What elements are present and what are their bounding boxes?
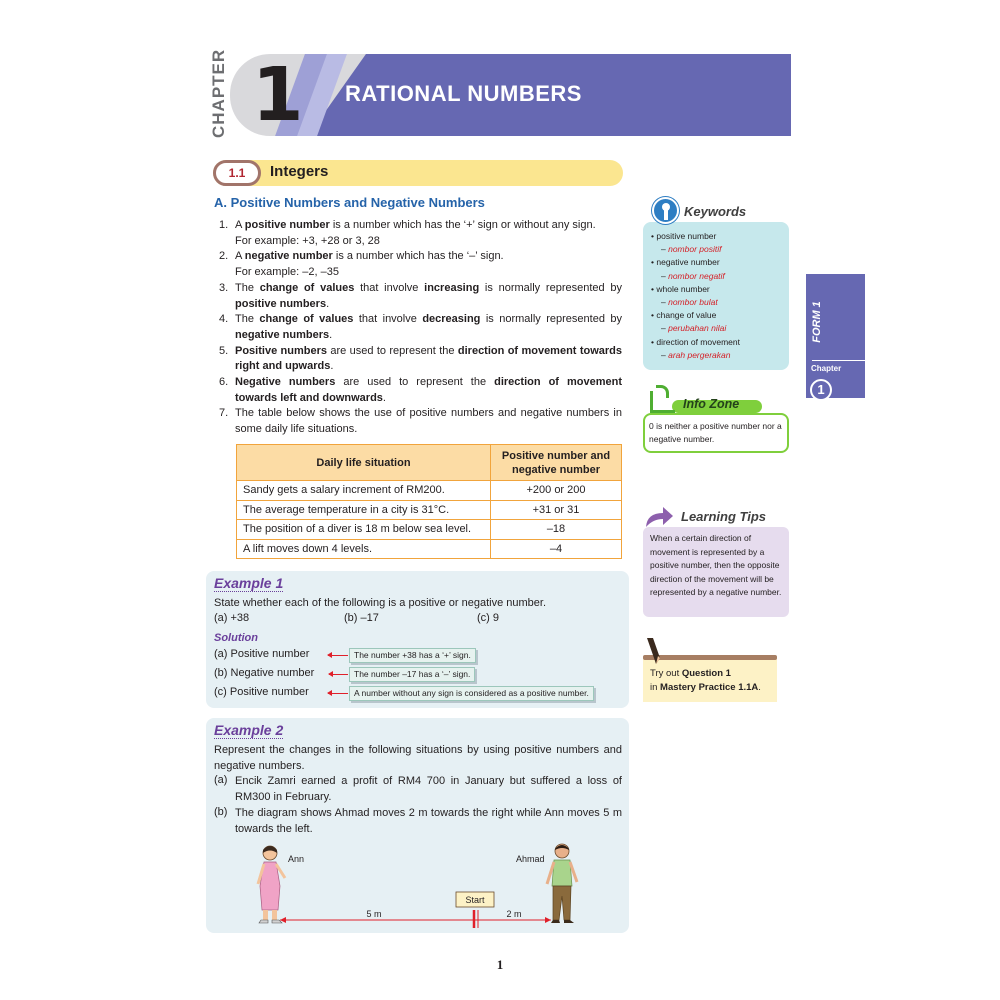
table-cell: +200 or 200	[491, 481, 622, 501]
table-cell: The average temperature in a city is 31°C.	[237, 500, 491, 520]
info-zone-title: Info Zone	[683, 397, 740, 411]
table-row	[237, 500, 622, 520]
try-out-text: Try out Question 1 in Mastery Practice 1.1A.	[650, 668, 761, 693]
example-1-part-c: (c) 9	[477, 612, 499, 624]
example-1-box	[206, 571, 629, 708]
explanation-note: The number –17 has a ‘–’ sign.	[349, 667, 475, 682]
section-number: 1.1	[213, 160, 261, 186]
arrow-icon	[328, 693, 348, 694]
answer-a: (a) Positive number	[214, 648, 310, 660]
start-label: Start	[465, 895, 485, 905]
right-distance-label: 2 m	[506, 909, 522, 919]
list-number: 6.	[219, 376, 229, 389]
list-text: The change of values that involve decreasing is normally represented by negative numbers.	[235, 313, 622, 341]
keywords-title: Keywords	[684, 204, 747, 219]
learning-tips-title: Learning Tips	[681, 509, 766, 524]
keyword-translation: – nombor bulat	[661, 297, 718, 308]
learning-tips-text: When a certain direction of movement is represented by a positive number, then the opposite direction of the movement will be represented by a negative number.	[650, 533, 782, 597]
list-item	[214, 344, 622, 375]
example-1-question: State whether each of the following is a positive or negative number.	[214, 597, 547, 609]
keyhole-icon	[652, 197, 679, 224]
table-row	[237, 539, 622, 559]
answer-b: (b) Negative number	[214, 667, 315, 679]
keyword-item: • change of value	[651, 310, 717, 321]
example-1-part-b: (b) –17	[344, 612, 379, 624]
form-label: FORM 1	[811, 301, 823, 343]
list-text: Positive numbers are used to represent the direction of movement towards right and upwards.	[235, 344, 622, 373]
ahmad-figure	[547, 844, 577, 923]
solution-heading: Solution	[214, 632, 258, 644]
explanation-note: The number +38 has a ‘+’ sign.	[349, 648, 476, 663]
arrow-icon	[328, 655, 348, 656]
table-header-row	[237, 445, 622, 481]
list-number: 3.	[219, 281, 229, 294]
list-text: A positive number is a number which has the ‘+’ sign or without any sign. For example: +3, +28 or 3, 28	[235, 219, 596, 247]
list-number: 4.	[219, 313, 229, 326]
ahmad-label: Ahmad	[516, 854, 545, 864]
chapter-number: 1	[252, 52, 304, 138]
pen-icon	[644, 636, 666, 666]
table-cell: The position of a diver is 18 m below sea level.	[237, 520, 491, 540]
keyword-item: • negative number	[651, 257, 720, 268]
keyword-item: • positive number	[651, 231, 717, 241]
list-text: Negative numbers are used to represent the direction of movement towards left and downwards.	[235, 376, 622, 404]
keyword-translation: – arah pergerakan	[661, 349, 731, 360]
numbered-list	[214, 218, 622, 438]
tab-chapter-label: Chapter	[811, 364, 842, 373]
list-text: The table below shows the use of positive numbers and negative numbers in some daily life situations.	[235, 407, 622, 436]
keyword-translation: – nombor negatif	[661, 270, 725, 281]
example-2-part-b-label: (b)	[214, 806, 228, 818]
left-distance-label: 5 m	[366, 909, 382, 919]
section-title: Integers	[270, 163, 329, 180]
table-row	[237, 520, 622, 540]
table-header-cell: Positive number and negative number	[491, 445, 622, 481]
chapter-banner	[208, 48, 791, 138]
list-item	[214, 375, 622, 406]
list-number: 2.	[219, 250, 229, 263]
ann-label: Ann	[288, 854, 305, 864]
table-cell: Sandy gets a salary increment of RM200.	[237, 481, 491, 501]
example-2-part-a-label: (a)	[214, 774, 228, 786]
ann-figure	[258, 846, 285, 923]
curved-arrow-icon	[643, 505, 675, 529]
list-number: 1.	[219, 219, 229, 231]
list-item	[214, 312, 622, 343]
answer-c: (c) Positive number	[214, 686, 309, 698]
example-1-part-a: (a) +38	[214, 612, 250, 624]
example-2-part-a-text: Encik Zamri earned a profit of RM4 700 in January but suffered a loss of RM300 in February.	[235, 775, 622, 803]
list-number: 7.	[219, 407, 229, 420]
tab-chapter-number: 1	[810, 379, 832, 401]
example-2-part-b-text: The diagram shows Ahmad moves 2 m towards the right while Ann moves 5 m towards the left.	[235, 807, 622, 835]
list-number: 5.	[219, 344, 229, 357]
example-2-heading: Example 2	[214, 722, 284, 738]
keywords-list	[651, 230, 785, 362]
daily-life-table	[236, 444, 622, 559]
keyword-translation: – nombor positif	[661, 244, 722, 255]
list-item	[214, 249, 622, 280]
table-cell: –18	[491, 520, 622, 540]
keyword-item: • whole number	[651, 283, 710, 294]
page-number: 1	[496, 957, 504, 972]
tab-divider	[812, 360, 865, 361]
explanation-note: A number without any sign is considered as a positive number.	[349, 686, 594, 701]
chapter-title: RATIONAL NUMBERS	[345, 81, 582, 106]
info-zone-text: 0 is neither a positive number nor a negative number.	[649, 421, 782, 444]
keyword-item: • direction of movement	[651, 336, 740, 347]
list-text: The change of values that involve increasing is normally represented by positive numbers.	[235, 281, 622, 310]
movement-diagram	[206, 840, 629, 933]
table-cell: A lift moves down 4 levels.	[237, 539, 491, 559]
subsection-title: A. Positive Numbers and Negative Numbers	[214, 195, 485, 210]
return-arrow-icon	[650, 391, 675, 413]
arrow-icon	[329, 674, 348, 675]
table-row	[237, 481, 622, 501]
arrowhead-right-icon	[545, 917, 551, 923]
list-text: A negative number is a number which has the ‘–’ sign. For example: –2, –35	[235, 250, 504, 279]
table-cell: –4	[491, 539, 622, 559]
list-item	[214, 406, 622, 437]
example-1-heading: Example 1	[214, 575, 284, 591]
chapter-label: CHAPTER	[209, 48, 228, 138]
list-item	[214, 218, 622, 249]
example-2-intro: Represent the changes in the following situations by using positive numbers and negative numbers.	[214, 744, 622, 772]
table-cell: +31 or 31	[491, 500, 622, 520]
keyword-translation: – perubahan nilai	[661, 323, 727, 334]
list-item	[214, 281, 622, 312]
table-header-cell: Daily life situation	[237, 445, 491, 481]
